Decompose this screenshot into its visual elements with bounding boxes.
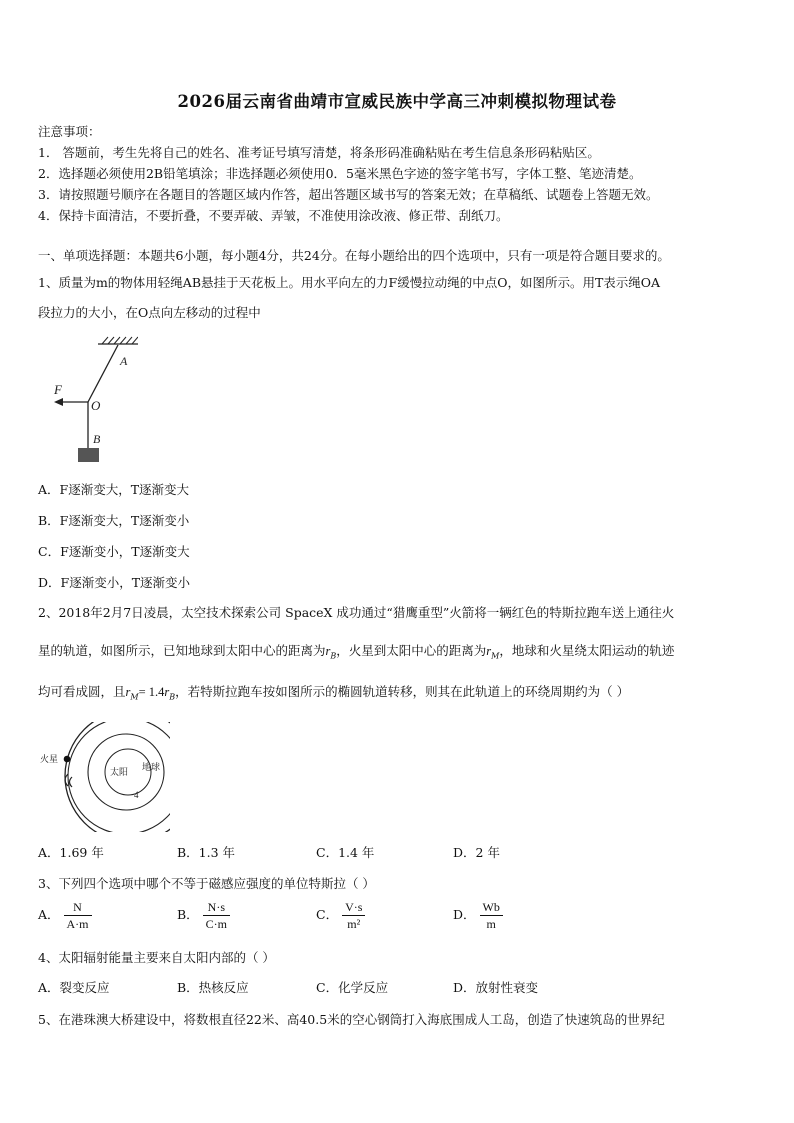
q3-stem: 3、下列四个选项中哪个不等于磁感应强度的单位特斯拉（ ） — [38, 876, 375, 891]
q4-option-d: D．放射性衰变 — [453, 980, 539, 995]
q1-option-c: C．F逐渐变小，T逐渐变大 — [38, 544, 190, 559]
q2-stem-line3: 均可看成圆，且$r_M= 1.4r_B$，若特斯拉跑车按如图所示的椭圆轨道转移，则其在此轨道上的环绕周期约为（ ） — [38, 684, 630, 702]
q2-label-four: 4 — [134, 790, 139, 800]
q4-option-c: C．化学反应 — [316, 980, 389, 995]
q2-label-earth: 地球 — [142, 762, 161, 772]
q1-label-a: A — [120, 354, 128, 368]
q3-option-b: B． $\frac{N\cdot s}{C\cdot m}$ — [177, 899, 230, 932]
section-heading: 一、单项选择题：本题共6小题，每小题4分，共24分。在每小题给出的四个选项中，只有一项是符合题目要求的。 — [38, 248, 670, 263]
q4-stem: 4、太阳辐射能量主要来自太阳内部的（ ） — [38, 950, 275, 965]
q3-option-a: A． $\frac{N}{A\cdot m}$ — [38, 899, 92, 932]
q3-option-d: D． $\frac{Wb}{m}$ — [453, 899, 503, 932]
notice-item-1: 1． 答题前，考生先将自己的姓名、准考证号填写清楚，将条形码准确粘贴在考生信息条形码粘贴区。 — [38, 145, 600, 160]
q2-option-b: B．1.3 年 — [177, 845, 236, 860]
q2-option-c: C．1.4 年 — [316, 845, 375, 860]
notice-item-2: 2．选择题必须使用2B铅笔填涂；非选择题必须使用0．5毫米黑色字迹的签字笔书写，字体工整、笔迹清楚。 — [38, 166, 642, 181]
q2-stem-line2: 星的轨道，如图所示，已知地球到太阳中心的距离为$r_B$，火星到太阳中心的距离为$r_M$，地球和火星绕太阳运动的轨迹 — [38, 643, 675, 661]
q1-label-o: O — [91, 398, 101, 413]
q2-label-sun: 太阳 — [110, 767, 129, 777]
q1-option-b: B．F逐渐变大，T逐渐变小 — [38, 513, 190, 528]
notice-heading: 注意事项： — [38, 124, 101, 139]
q2-option-d: D．2 年 — [453, 845, 500, 860]
q5-stem-line1: 5、在港珠澳大桥建设中，将数根直径22米、高40.5米的空心钢筒打入海底围成人工岛，创造了快速筑岛的世界纪 — [38, 1012, 665, 1027]
q3-option-c: C． $\frac{V\cdot s}{\text{m²}}$ — [316, 899, 365, 932]
q1-option-a: A．F逐渐变大，T逐渐变大 — [38, 482, 190, 497]
q2-stem-line1: 2、2018年2月7日凌晨，太空技术探索公司 SpaceX 成功通过“猎鹰重型”火箭将一辆红色的特斯拉跑车送上通往火 — [38, 605, 675, 620]
q1-rope-figure — [48, 336, 138, 466]
q1-option-d: D．F逐渐变小，T逐渐变小 — [38, 575, 191, 590]
notice-item-3: 3．请按照题号顺序在各题目的答题区域内作答，超出答题区域书写的答案无效；在草稿纸、试题卷上答题无效。 — [38, 187, 659, 202]
q2-label-mars: 火星 — [40, 754, 59, 764]
q1-label-f: F — [54, 382, 62, 397]
q1-stem-line1: 1、质量为m的物体用轻绳AB悬挂于天花板上。用水平向左的力F缓慢拉动绳的中点O，如图所示。用T表示绳OA — [38, 275, 661, 290]
q1-label-b: B — [93, 432, 101, 446]
q4-option-b: B．热核反应 — [177, 980, 249, 995]
page-title: 2026届云南省曲靖市宣威民族中学高三冲刺模拟物理试卷 — [177, 92, 617, 111]
q4-option-a: A．裂变反应 — [38, 980, 110, 995]
q2-orbit-figure — [38, 722, 170, 832]
q1-stem-line2: 段拉力的大小，在O点向左移动的过程中 — [38, 305, 261, 320]
notice-item-4: 4．保持卡面清洁，不要折叠，不要弄破、弄皱，不准使用涂改液、修正带、刮纸刀。 — [38, 208, 509, 223]
q2-option-a: A．1.69 年 — [38, 845, 104, 860]
